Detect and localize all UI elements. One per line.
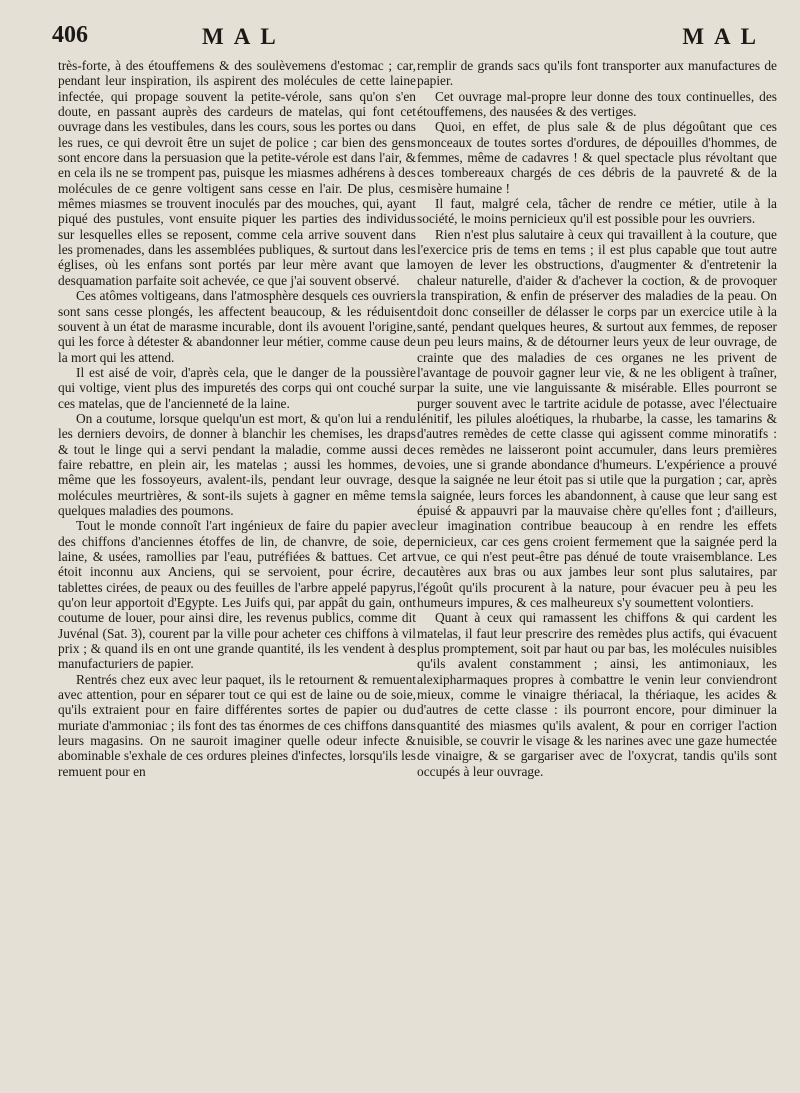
paragraph: remplir de grands sacs qu'ils font transporter aux manufactures de papier. xyxy=(417,58,777,89)
page-header xyxy=(52,22,774,56)
paragraph: Il est aisé de voir, d'après cela, que le danger de la poussière qui voltige, vient plus des impuretés des corps qui ont couché sur ces matelas, que de l'ancienneté de la laine. xyxy=(58,364,416,411)
paragraph: Tout le monde connoît l'art ingénieux de faire du papier avec des chiffons d'anciennes étoffes de lin, de chanvre, de soie, de laine, & usées, ramollies par l'eau, putréfiées & battues. Cet art étoit inconnu aux Anciens, qui se servoient, pour écrire, de tablettes cirées, de peaux ou des feuilles de l'arbre appelé papyrus, qu'on leur apportoit d'Egypte. Les Juifs qui, par appât du gain, ont coutume de louer, pour ainsi dire, les revenus publics, comme dit Juvénal (Sat. 3), courent par la ville pour acheter ces chiffons à vil prix ; & quand ils en ont une grande quantité, ils les vendent à des manufacturiers de papier. xyxy=(58,518,416,672)
paragraph: Cet ouvrage mal-propre leur donne des toux continuelles, des étouffemens, des nausées & des vertiges. xyxy=(417,88,777,120)
paragraph: Il faut, malgré cela, tâcher de rendre ce métier, utile à la société, le moins pernicieux qu'il est possible pour les ouvriers. xyxy=(417,196,777,227)
paragraph: Quant à ceux qui ramassent les chiffons & qui cardent les matelas, il faut leur prescrire des remèdes plus actifs, qui évacuent plus promptement, soit par haut ou par bas, les molécules nuisibles qu'ils avalent constamment ; ainsi, les antimoniaux, les alexipharmaques propres à combattre le venin leur conviendront mieux, comme le vinaigre thériacal, la thériaque, les acides & d'autres de cette classe : ils pourront encore, pour diminuer la quantité des miasmes qu'ils avalent, & pour en corriger l'action nuisible, se couvrir le visage & les narines avec une gaze humectée de vinaigre, & se gargariser avec de l'oxycrat, tandis qu'ils sont occupés à leur ouvrage. xyxy=(417,610,777,779)
running-head-right: MAL xyxy=(682,24,766,49)
paragraph: On a coutume, lorsque quelqu'un est mort, & qu'on lui a rendu les derniers devoirs, de donner à blanchir les chemises, les draps & tout le linge qui a servi pendant la maladie, comme aussi de faire rebattre, en plein air, les matelas ; aussi les hommes, de même que les fossoyeurs, avalent-ils, pendant leur ouvrage, des molécules meurtrières, & sont-ils sujets à gagner en même tems quelques maladies des poumons. xyxy=(58,410,416,518)
page-number: 406 xyxy=(52,22,88,48)
paragraph: Ces atômes voltigeans, dans l'atmosphère desquels ces ouvriers sont sans cesse plongés, les affectent beaucoup, & les réduisent souvent à un état de marasme incurable, dont ils avouent l'origine, qui les force à détester & abandonner leur métier, comme cause de la mort qui les attend. xyxy=(58,288,416,365)
paragraph: Rien n'est plus salutaire à ceux qui travaillent à la couture, que l'exercice pris de tems en tems ; il est plus capable que tout autre moyen de lever les obstructions, d'augmenter & d'entretenir la chaleur naturelle, d'aider & d'achever la coction, & de provoquer la transpiration, & enfin de préserver des maladies de la peau. On doit donc conseiller de délasser le corps par un exercice utile à la santé, pendant quelques heures, & surtout aux femmes, de reposer un peu leurs mains, & de détourner leurs yeux de leur ouvrage, de crainte que des maladies de ces organes ne les privent de l'avantage de pouvoir gagner leur vie, & ne les obligent à traîner, par la suite, une vie languissante & misérable. Elles pourront se purger souvent avec le tartrite acidule de potasse, avec l'électuaire lénitif, les pilules aloétiques, la rhubarbe, la casse, les tamarins & d'autres remèdes de cette classe qui agissent comme minoratifs : ces remèdes ne laisseront point accumuler, dans leurs premières voies, une si grande abondance d'humeurs. L'expérience a prouvé que la saignée ne leur étoit pas si utile que la purgation ; car, après la saignée, leurs forces les abandonnent, à cause que leur sang est épuisé & appauvri par la mauvaise chère qu'elles font ; d'ailleurs, leur imagination contribue beaucoup à en rendre les effets pernicieux, car ces gens croient fermement que la saignée perd la vue, ce qui n'est peut-être pas dénué de toute vraisemblance. Les cautères aux bras ou aux jambes leur sont plus salutaires, par l'égoût qu'ils procurent à la nature, pour évacuer peu à peu les humeurs impures, & ces malheureux s'y soumettent volontiers. xyxy=(417,226,777,611)
running-head-left: MAL xyxy=(202,24,286,49)
left-column xyxy=(58,58,416,779)
paragraph: Quoi, en effet, de plus sale & de plus dégoûtant que ces monceaux de toutes sortes d'ordures, de dépouilles d'hommes, de femmes, même de cadavres ! & quel spectacle plus révoltant que ces tombereaux chargés de ces débris de la pauvreté & de la misère humaine ! xyxy=(417,119,777,196)
right-column xyxy=(417,58,777,779)
paragraph: très-forte, à des étouffemens & des soulèvemens d'estomac ; car, pendant leur inspiration, ils aspirent des molécules de cette laine infectée, qui propage souvent la petite-vérole, sans qu'on s'en doute, en passant auprès des cardeurs de matelas, qui font cet ouvrage dans les vestibules, dans les cours, sous les portes ou dans les rues, ce qui devroit être un sujet de police ; car bien des gens sont encore dans la persuasion que la petite-vérole est dans l'air, & en cela ils ne se trompent pas, puisque les miasmes adhérens à des molécules de ce genre voltigent sans cesse en l'air. De plus, ces mêmes miasmes se trouvent inoculés par des mouches, qui, ayant piqué des pustules, vont ensuite piquer les parties des individus sur lesquelles elles se reposent, comme cela arrive souvent dans les promenades, dans les assemblées publiques, & surtout dans les églises, où les enfans sont portés par leur mère avant que la desquamation parfaite soit achevée, ce que j'ai souvent observé. xyxy=(58,58,416,288)
paragraph: Rentrés chez eux avec leur paquet, ils le retournent & remuent avec attention, pour en séparer tout ce qui est de laine ou de soie, qu'ils extraient pour en faire différentes sortes de papier ou du muriate d'ammoniac ; ils font des tas énormes de ces chiffons dans leurs magasins. On ne sauroit imaginer quelle odeur infecte & abominable s'exhale de ces ordures pleines d'infectes, lorsqu'ils les remuent pour en xyxy=(58,671,416,779)
